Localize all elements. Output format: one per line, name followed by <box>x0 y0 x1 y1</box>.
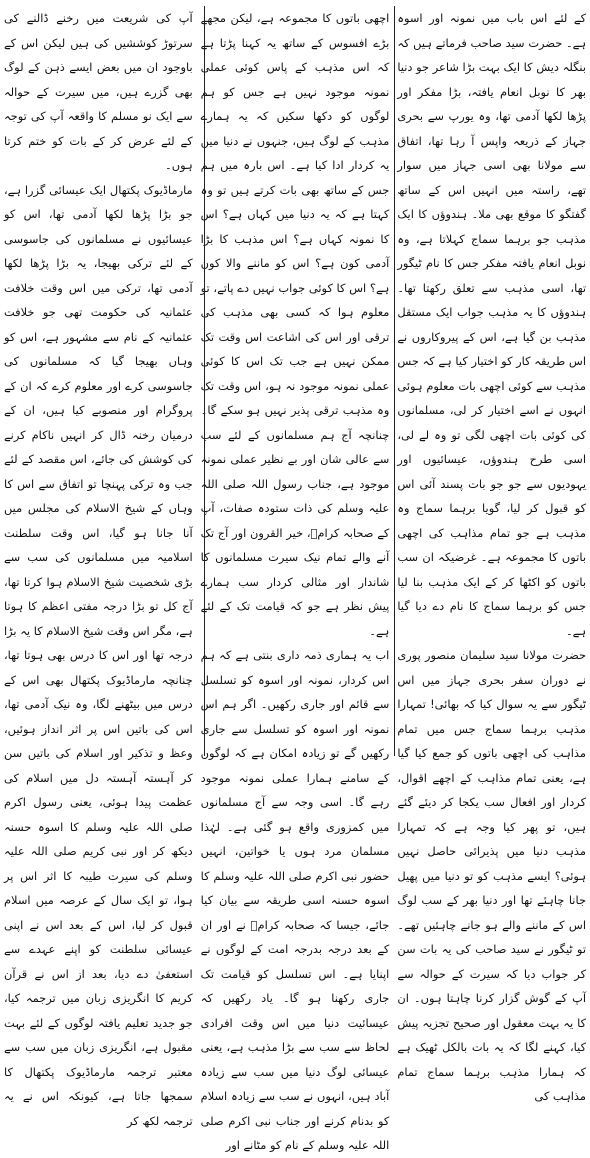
paragraph: آپ کی شریعت میں رخنے ڈالنے کی سرتوڑ کوششیں کی ہیں لیکن اس کے باوجود ان میں بعض ایسے ذہن کے لوگ بھی گزرے ہیں، میں سیرت کے حوالہ سے ایک نو مسلم کا واقعہ آپ کی توجہ کے لئے عرض کر کے بات کو ختم کرتا ہوں۔ <box>3 11 193 172</box>
column-middle <box>200 6 390 1152</box>
column-divider <box>394 6 395 756</box>
column-right <box>397 6 586 1103</box>
paragraph: مارماڈیوک پکتھال ایک عیسائی گزرا ہے، جو بڑا پڑھا لکھا آدمی تھا، اس کو عیسائیوں نے مسلمانوں کی جاسوسی کے لئے ترکی بھیجا، یہ بڑا پڑھا لکھا آدمی تھا، ترکی میں اس وقت خلافت عثمانیہ کی حکومت تھی جو خلافت عثمانیہ کے نام سے مشہور ہے، اس کو وہاں بھیجا گیا کہ مسلمانوں کی جاسوسی کرے اور معلوم کرے کہ ان کے پروگرام اور منصوبے کیا ہیں، ان کے درمیان رخنہ ڈال کر انہیں ناکام کرنے کی کوشش کی جائے، اس مقصد کے لئے جب وہ ترکی پہنچا تو اتفاق سے اس کا وہاں کے شیخ الاسلام کی مجلس میں آنا جانا ہو گیا، اس وقت سلطنت اسلامیہ میں مسلمانوں کی سب سے بڑی شخصیت شیخ الاسلام ہوا کرتا تھا، آج کل تو بڑا درجہ مفتی اعظم کا ہوتا ہے، مگر اس وقت شیخ الاسلام کا یہ بڑا درجہ تھا اور اس کا درس بھی ہوتا تھا، چنانچہ مارماڈیوک پکتھال بھی اس کے درس میں بیٹھنے لگا، وہ نیک آدمی تھا، اس کی باتیں اس پر اثر انداز ہوئیں، وعظ و تذکیر اور اسلام کی باتیں سن کر آہستہ آہستہ دل میں اسلام کی عظمت پیدا ہوئی، یعنی رسول اکرم صلی اللہ علیہ وسلم کا اسوہ حسنہ دیکھ کر اور نبی کریم صلی اللہ علیہ وسلم کی سیرت طیبہ کا اثر اس پر ہوا، تو ایک سال کے عرصہ میں اسلام قبول کر لیا، اس کے بعد اس نے اپنی عیسائی سلطنت کو اپنے عہدے سے استعفیٰ دے دیا، بعد از اس نے قرآن کریم کا انگریزی زبان میں ترجمہ کیا، جو جدید تعلیم یافتہ لوگوں کے لئے بہت مقبول ہے، انگریزی زبان میں سب سے معتبر ترجمہ مارماڈیوک پکتھال کا سمجھا جاتا ہے، کیونکہ اس نے یہ ترجمہ لکھ کر <box>3 182 193 1128</box>
paragraph: اب یہ ہماری ذمہ داری بنتی ہے کہ ہم اس کردار، نمونہ اور اسوہ کو تسلسل سے قائم اور جاری رکھیں۔ اگر ہم اس نمونہ اور اسوہ کو تسلسل سے جاری رکھیں گے تو زیادہ امکان ہے کہ لوگوں کے سامنے ہمارا عملی نمونہ موجود رہے گا۔ اسی وجہ سے آج مسلمانوں میں کمزوری واقع ہو گئی ہے۔ لہٰذا مسلمان مرد ہوں یا خواتین، انہیں حضور نبی اکرم صلی اللہ علیہ وسلم کا اسوہ حسنہ اسی طریقہ سے بیان کیا جائے، جیسا کہ صحابہ کرامؓ نے اور ان کے بعد درجہ بدرجہ امت کے لوگوں نے اپنایا ہے۔ اس تسلسل کو قیامت تک جاری رکھنا ہو گا۔ یاد رکھیں کہ عیسائیت دنیا میں اس وقت افرادی لحاظ سے سب سے بڑا مذہب ہے، یعنی عیسائی لوگ دنیا میں سب سے زیادہ آباد ہیں، انہوں نے سب سے زیادہ اسلام کو بدنام کرنے اور جناب نبی اکرم صلی اللہ علیہ وسلم کے نام کو مٹانے اور <box>200 648 390 1152</box>
paragraph: اچھی باتوں کا مجموعہ ہے، لیکن مجھے بڑے افسوس کے ساتھ یہ کہنا پڑتا ہے کہ اس مذہب کے پاس کوئی عملی نمونہ موجود نہیں ہے جس کو ہم لوگوں کو دکھا سکیں کہ یہ ہمارے مذہب کے لوگ ہیں، جنہوں نے دنیا میں یہ کردار ادا کیا ہے۔ اس بارہ میں ہم جس کے ساتھ بھی بات کرتے ہیں تو وہ کہتا ہے کہ یہ دنیا میں کہاں ہے؟ اس کا نمونہ کہاں ہے؟ اس مذہب کا بڑا آدمی کون ہے؟ اس کو ماننے والا کون ہے؟ اس کا کوئی جواب نہیں دے پاتے، تو معلوم ہوا کہ کسی بھی مذہب کی ترقی اور اس کی اشاعت اس وقت تک ممکن نہیں ہے جب تک اس کا کوئی عملی نمونہ موجود نہ ہو، اس وقت تک وہ مذہب ترقی پذیر نہیں ہو سکے گا۔ چنانچہ آج ہم مسلمانوں کے لئے سب سے عالی شان اور بے نظیر عملی نمونہ موجود ہے، جناب رسول اللہ صلی اللہ علیہ وسلم کی ذات ستودہ صفات، آپ کے صحابہ کرامؓ، خیر القرون اور آج تک آنے والے تمام نیک سیرت مسلمانوں کا شاندار اور مثالی کردار سب ہمارے پیش نظر ہے جو کہ قیامت تک کے لئے ہے۔ <box>200 11 390 638</box>
paragraph: حضرت مولانا سید سلیمان منصور پوری نے دوران سفر بحری جہاز میں اس ٹیگور سے یہ سوال کیا کہ بھائی! تمہارا مذہب برہما سماج جس میں تمام مذاہب کی اچھی باتوں کو جمع کیا گیا ہے، یعنی تمام مذاہب کے اچھے اقوال، کردار اور افعال سب یکجا کر دیئے گئے ہیں، تو پھر کیا وجہ ہے کہ تمہارا مذہب دنیا میں پذیرائی حاصل نہیں ہوئی؟ ایسے مذہب کو تو دنیا میں پھیل جانا چاہئے تھا اور دنیا بھر کے سب لوگ اس کے ماننے والے ہو جانے چاہئیں تھے۔ تو ٹیگور نے سید صاحب کی یہ بات سن کر جواب دیا کہ سیرت کے حوالہ سے آپ کے گوش گزار کرنا چاہتا ہوں۔ ان کا یہ بہت معقول اور صحیح تجزیہ پیش کیا، کہنے لگا کہ یہ بات بالکل ٹھیک ہے کہ ہمارا مذہب برہما سماج تمام مذاہب کی <box>397 648 586 1103</box>
column-divider <box>204 6 205 756</box>
column-left <box>3 6 193 1128</box>
paragraph: کے لئے اس باب میں نمونہ اور اسوہ ہے۔ حضرت سید صاحب فرماتے ہیں کہ بنگلہ دیش کا ایک بہت بڑا شاعر جو دنیا بھر کا نوبل انعام یافتہ، بڑا مفکر اور پڑھا لکھا آدمی تھا، وہ یورپ سے بحری جہاز کے ذریعہ واپس آ رہا تھا، اتفاق سے مولانا بھی اسی جہاز میں سوار تھے، راستہ میں انہیں اس کے ساتھ گفتگو کا موقع بھی ملا۔ ہندوؤں کا ایک مذہب جو برہما سماج کہلاتا ہے، وہ نوبل انعام یافتہ مفکر جس کا نام ٹیگور تھا، اسی مذہب سے تعلق رکھتا تھا۔ ہندوؤں کا یہ مذہب جواب ایک مستقل مذہب بن گیا ہے، اس کے پیروکاروں نے اس طریقہ کار کو اختیار کیا ہے کہ جس مذہب سے کوئی اچھی بات معلوم ہوئی انہوں نے اسے اختیار کر لی، مسلمانوں کی کوئی بات اچھی لگی تو وہ لے لی، اسی طرح ہندوؤں، عیسائیوں اور یہودیوں سے جو جو بات پسند آئی اس کو قبول کر لیا، گویا برہما سماج وہ مذہب ہے جو تمام مذاہب کی اچھی باتوں کا مجموعہ ہے۔ غرضیکہ ان سب باتوں کو اکٹھا کر کے ایک مذہب بنا لیا جس کو برہما سماج کا نام دے دیا گیا ہے۔ <box>397 11 586 638</box>
